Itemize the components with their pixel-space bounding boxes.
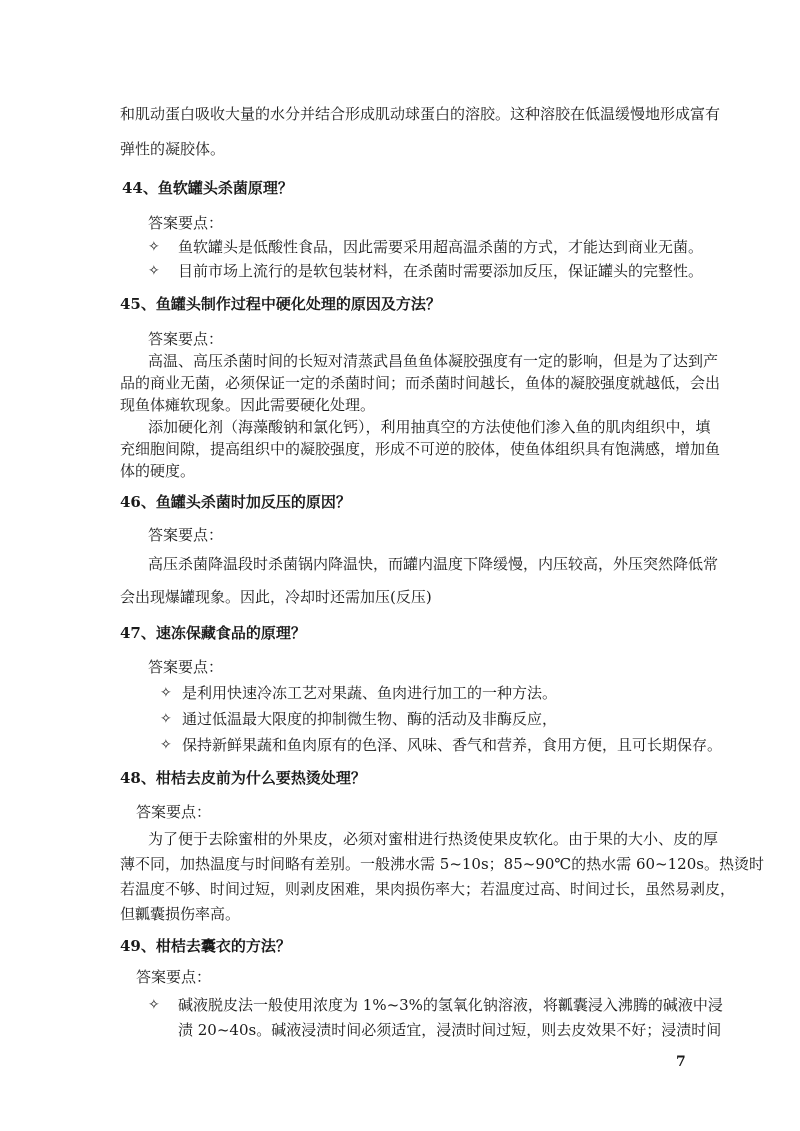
question-45-title: 45、鱼罐头制作过程中硬化处理的原因及方法？ — [120, 295, 441, 313]
bullet-diamond-icon: ✧ — [148, 239, 160, 255]
paragraph-line: 现鱼体瘫软现象。因此需要硬化处理。 — [120, 396, 376, 414]
paragraph-line: 若温度不够、时间过短，则剥皮困难，果肉损伤率大；若温度过高、时间过长，虽然易剥皮， — [120, 880, 736, 898]
paragraph-line: 和肌动蛋白吸收大量的水分并结合形成肌动球蛋白的溶胶。这种溶胶在低温缓慢地形成富有 — [120, 105, 721, 123]
answer-label: 答案要点： — [148, 658, 224, 676]
paragraph-line: 品的商业无菌，必须保证一定的杀菌时间；而杀菌时间越长，鱼体的凝胶强度就越低，会出 — [120, 374, 721, 392]
question-49-title: 49、柑桔去囊衣的方法？ — [120, 937, 291, 955]
page-number: 7 — [676, 1054, 686, 1070]
bullet-diamond-icon: ✧ — [148, 997, 160, 1013]
answer-label: 答案要点： — [148, 214, 224, 232]
bullet-item: 鱼软罐头是低酸性食品，因此需要采用超高温杀菌的方式，才能达到商业无菌。 — [178, 238, 704, 256]
paragraph-line: 会出现爆罐现象。因此，冷却时还需加压(反压) — [120, 588, 432, 606]
answer-label: 答案要点： — [136, 968, 212, 986]
bullet-diamond-icon: ✧ — [160, 685, 172, 701]
bullet-item: 目前市场上流行的是软包装材料，在杀菌时需要添加反压，保证罐头的完整性。 — [178, 262, 704, 280]
bullet-item: 碱液脱皮法一般使用浓度为 1%~3%的氢氧化钠溶液，将瓤囊浸入沸腾的碱液中浸 — [178, 996, 723, 1014]
paragraph-line: 高压杀菌降温段时杀菌锅内降温快，而罐内温度下降缓慢，内压较高，外压突然降低常 — [148, 555, 719, 573]
question-48-title: 48、柑桔去皮前为什么要热烫处理？ — [120, 769, 366, 787]
paragraph-line: 添加硬化剂（海藻酸钠和氯化钙），利用抽真空的方法使他们渗入鱼的肌肉组织中，填 — [148, 418, 711, 436]
paragraph-line: 充细胞间隙，提高组织中的凝胶强度，形成不可逆的胶体，使鱼体组织具有饱满感，增加鱼 — [120, 440, 721, 458]
paragraph-line: 弹性的凝胶体。 — [120, 140, 226, 158]
bullet-item-continuation: 渍 20~40s。碱液浸渍时间必须适宜，浸渍时间过短，则去皮效果不好；浸渍时间 — [178, 1021, 722, 1039]
question-46-title: 46、鱼罐头杀菌时加反压的原因？ — [120, 493, 351, 511]
paragraph-line: 为了便于去除蜜柑的外果皮，必须对蜜柑进行热烫使果皮软化。由于果的大小、皮的厚 — [148, 830, 719, 848]
paragraph-line: 高温、高压杀菌时间的长短对清蒸武昌鱼鱼体凝胶强度有一定的影响，但是为了达到产 — [148, 352, 719, 370]
bullet-item: 是利用快速冷冻工艺对果蔬、鱼肉进行加工的一种方法。 — [182, 684, 558, 702]
bullet-item: 通过低温最大限度的抑制微生物、酶的活动及非酶反应， — [182, 710, 558, 728]
bullet-diamond-icon: ✧ — [148, 263, 160, 279]
paragraph-line: 体的硬度。 — [120, 462, 196, 480]
answer-label: 答案要点： — [148, 526, 224, 544]
question-47-title: 47、速冻保藏食品的原理？ — [120, 624, 306, 642]
paragraph-line: 但瓤囊损伤率高。 — [120, 905, 241, 923]
answer-label: 答案要点： — [148, 330, 224, 348]
bullet-diamond-icon: ✧ — [160, 737, 172, 753]
bullet-item: 保持新鲜果蔬和鱼肉原有的色泽、风味、香气和营养，食用方便，且可长期保存。 — [182, 736, 723, 754]
answer-label: 答案要点： — [136, 803, 212, 821]
paragraph-line: 薄不同，加热温度与时间略有差别。一般沸水需 5~10s；85~90℃的热水需 60~120s。热烫时 — [120, 855, 764, 873]
question-44-title: 44、鱼软罐头杀菌原理？ — [122, 179, 293, 197]
bullet-diamond-icon: ✧ — [160, 711, 172, 727]
